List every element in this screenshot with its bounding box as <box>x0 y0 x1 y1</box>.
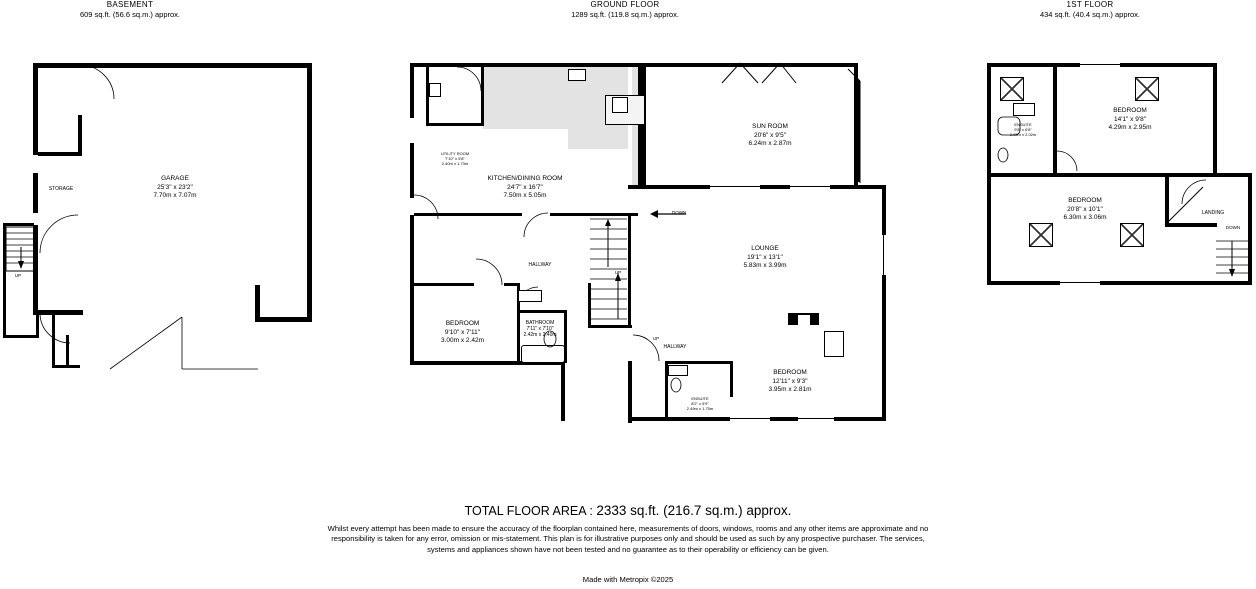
room-sun: SUN ROOM 20'6" x 9'5" 6.24m x 2.87m <box>748 123 792 147</box>
ground-wall-bath-top <box>517 310 567 313</box>
first-stairs <box>1216 235 1250 281</box>
total-floor-area <box>318 503 938 519</box>
room-lounge: LOUNGE 19'1" x 13'1" 5.83m x 3.99m <box>743 245 787 269</box>
skylight-icon-4 <box>1120 223 1144 247</box>
utility-appliance-icon <box>429 83 441 97</box>
first-window-bottom-line <box>1060 282 1100 283</box>
ground-floor-title: GROUND FLOOR <box>590 0 660 9</box>
room-landing: LANDING <box>1201 210 1225 216</box>
ground-wall-mid-vert <box>561 361 565 421</box>
basement-stairs <box>6 227 36 272</box>
fireplace-icon <box>788 313 820 327</box>
basement-storage-wall-right <box>78 115 82 156</box>
ground-sunroom-roofline <box>718 63 798 85</box>
ensuite-toilet-icon <box>669 377 683 393</box>
ensuite-basin-icon <box>668 365 688 376</box>
ground-wall-left-a <box>410 63 414 118</box>
basement-marker-up: UP <box>14 273 22 278</box>
room-bedroom-ground: BEDROOM 9'10" x 7'11" 3.00m x 2.42m <box>441 320 484 344</box>
basement-wall-left-upper <box>33 63 38 155</box>
room-ensuite-ground: ENSUITE 8'2" x 5'9" 2.49m x 1.75m <box>686 396 714 411</box>
skylight-icon-1 <box>1000 77 1024 101</box>
skylight-icon-2 <box>1135 77 1159 101</box>
room-hallway-2: HALLWAY <box>663 344 687 350</box>
first-ensuite-basin-icon <box>1013 103 1035 116</box>
ground-floor-plan <box>400 55 900 445</box>
basement-area: 609 sq.ft. (56.6 sq.m.) approx. <box>79 10 181 19</box>
ground-door-hall-a <box>522 213 552 239</box>
ground-sunroom-corner <box>848 69 864 185</box>
room-garage: GARAGE 25'3" x 23'2" 7.70m x 7.07m <box>153 175 197 199</box>
ground-wall-hall-a <box>414 213 522 216</box>
room-kitchen-dining: KITCHEN/DINING ROOM 24'7" x 16'7" 7.50m x 5.05m <box>487 175 563 199</box>
basement-porch-wall-right <box>36 313 39 338</box>
basement-door-top <box>80 63 120 99</box>
ground-window-bottom-a-line <box>730 418 770 419</box>
basement-door-left-mid <box>40 215 80 255</box>
first-eaves-line <box>1165 177 1255 232</box>
ground-wall-left-b <box>410 143 414 198</box>
first-floor-heading <box>990 0 1190 20</box>
lounge-furniture-icon <box>824 331 844 357</box>
kitchen-sink-icon <box>612 97 628 113</box>
room-bedroom-ground-2: BEDROOM 12'11" x 9'3" 3.95m x 2.81m <box>768 369 812 393</box>
ground-window-right-line <box>883 235 884 275</box>
basement-garage-door <box>110 315 265 370</box>
basement-heading <box>0 0 260 20</box>
room-bedroom-first-2: BEDROOM 20'8" x 10'1" 6.30m x 3.06m <box>1063 197 1107 221</box>
basement-wall-right <box>307 63 312 322</box>
first-wall-bottom <box>987 281 1217 285</box>
basement-storage-wall-bottom <box>38 152 82 156</box>
ground-ensuite-wall-top <box>665 361 733 364</box>
first-wall-bottom-right <box>1213 281 1252 285</box>
room-bedroom-first-1: BEDROOM 14'1" x 9'8" 4.29m x 2.95m <box>1108 107 1152 131</box>
ground-wall-mid-vert2 <box>628 361 632 423</box>
room-utility: UTILITY ROOM 7'10" x 5'8" 2.40m x 1.73m <box>440 151 470 166</box>
ground-window-bottom-b-line <box>798 418 834 419</box>
total-area-label: TOTAL FLOOR AREA : <box>464 504 597 518</box>
basement-plan <box>0 55 330 355</box>
skylight-icon-3 <box>1029 223 1053 247</box>
ground-wall-top-left <box>410 63 642 67</box>
room-hallway-1: HALLWAY <box>528 262 552 268</box>
basement-porch-wall-top <box>3 223 34 226</box>
first-ensuite-toilet-icon <box>996 147 1010 163</box>
ground-wall-bed-top <box>414 283 474 286</box>
first-floor-area: 434 sq.ft. (40.4 sq.m.) approx. <box>1039 10 1141 19</box>
room-bathroom: BATHROOM 7'11" x 7'10" 2.42m x 2.40m <box>523 320 557 338</box>
first-floor-plan <box>960 55 1256 305</box>
ground-door-utility <box>457 67 487 93</box>
basement-wall-left-mid <box>33 173 38 213</box>
ground-floor-area: 1289 sq.ft. (119.8 sq.m.) approx. <box>571 10 679 19</box>
bathroom-basin-icon <box>518 290 542 302</box>
ground-wall-right <box>882 185 886 421</box>
room-storage-label: STORAGE <box>48 186 74 192</box>
basement-wall-top <box>33 63 312 68</box>
ground-window-lounge-top-b-line <box>790 186 830 187</box>
ground-marker-down-1: DOWN <box>672 210 687 215</box>
ground-door-bed <box>474 259 506 285</box>
ground-fill-b <box>568 127 628 149</box>
first-marker-down: DOWN <box>1225 225 1241 230</box>
basement-title: BASEMENT <box>106 0 154 9</box>
made-with-credit: Made with Metropix ©2025 <box>582 575 674 584</box>
first-door-bedroom <box>1180 180 1208 206</box>
ground-window-lounge-top-line <box>710 186 760 187</box>
ground-marker-up-2: UP <box>652 336 660 341</box>
basement-door-bottom <box>40 313 74 345</box>
ground-door-kitchen-left <box>414 195 442 223</box>
room-ensuite-first: ENSUITE 9'8" x 6'8" 2.95m x 2.02m <box>1009 122 1037 137</box>
ground-floor-heading <box>490 0 760 20</box>
first-door-ensuite <box>1057 151 1081 173</box>
ground-wall-left-c <box>410 215 414 365</box>
first-window-top-line <box>1080 64 1120 65</box>
ground-utility-wall-bottom <box>426 123 484 126</box>
kitchen-hob-icon <box>568 69 586 81</box>
basement-porch-wall-bottom <box>3 335 39 338</box>
first-wall-right-a <box>1213 63 1217 173</box>
disclaimer-text: Whilst every attempt has been made to ensure the accuracy of the floorplan contained here, measurements of doors, windows, rooms and any other items are approximate and no responsibility is taken for any error, omission or mis-statement. This plan is for illustrative purposes only and should be used as such by any prospective purchaser. The services, systems and appliances shown have not been tested and no guarantee as to their operability or efficiency can be given. <box>327 524 929 554</box>
total-area-value: 2333 sq.ft. (216.7 sq.m.) approx. <box>596 503 792 518</box>
first-floor-title: 1ST FLOOR <box>1066 0 1114 9</box>
ground-marker-down-2: UP <box>614 270 622 275</box>
